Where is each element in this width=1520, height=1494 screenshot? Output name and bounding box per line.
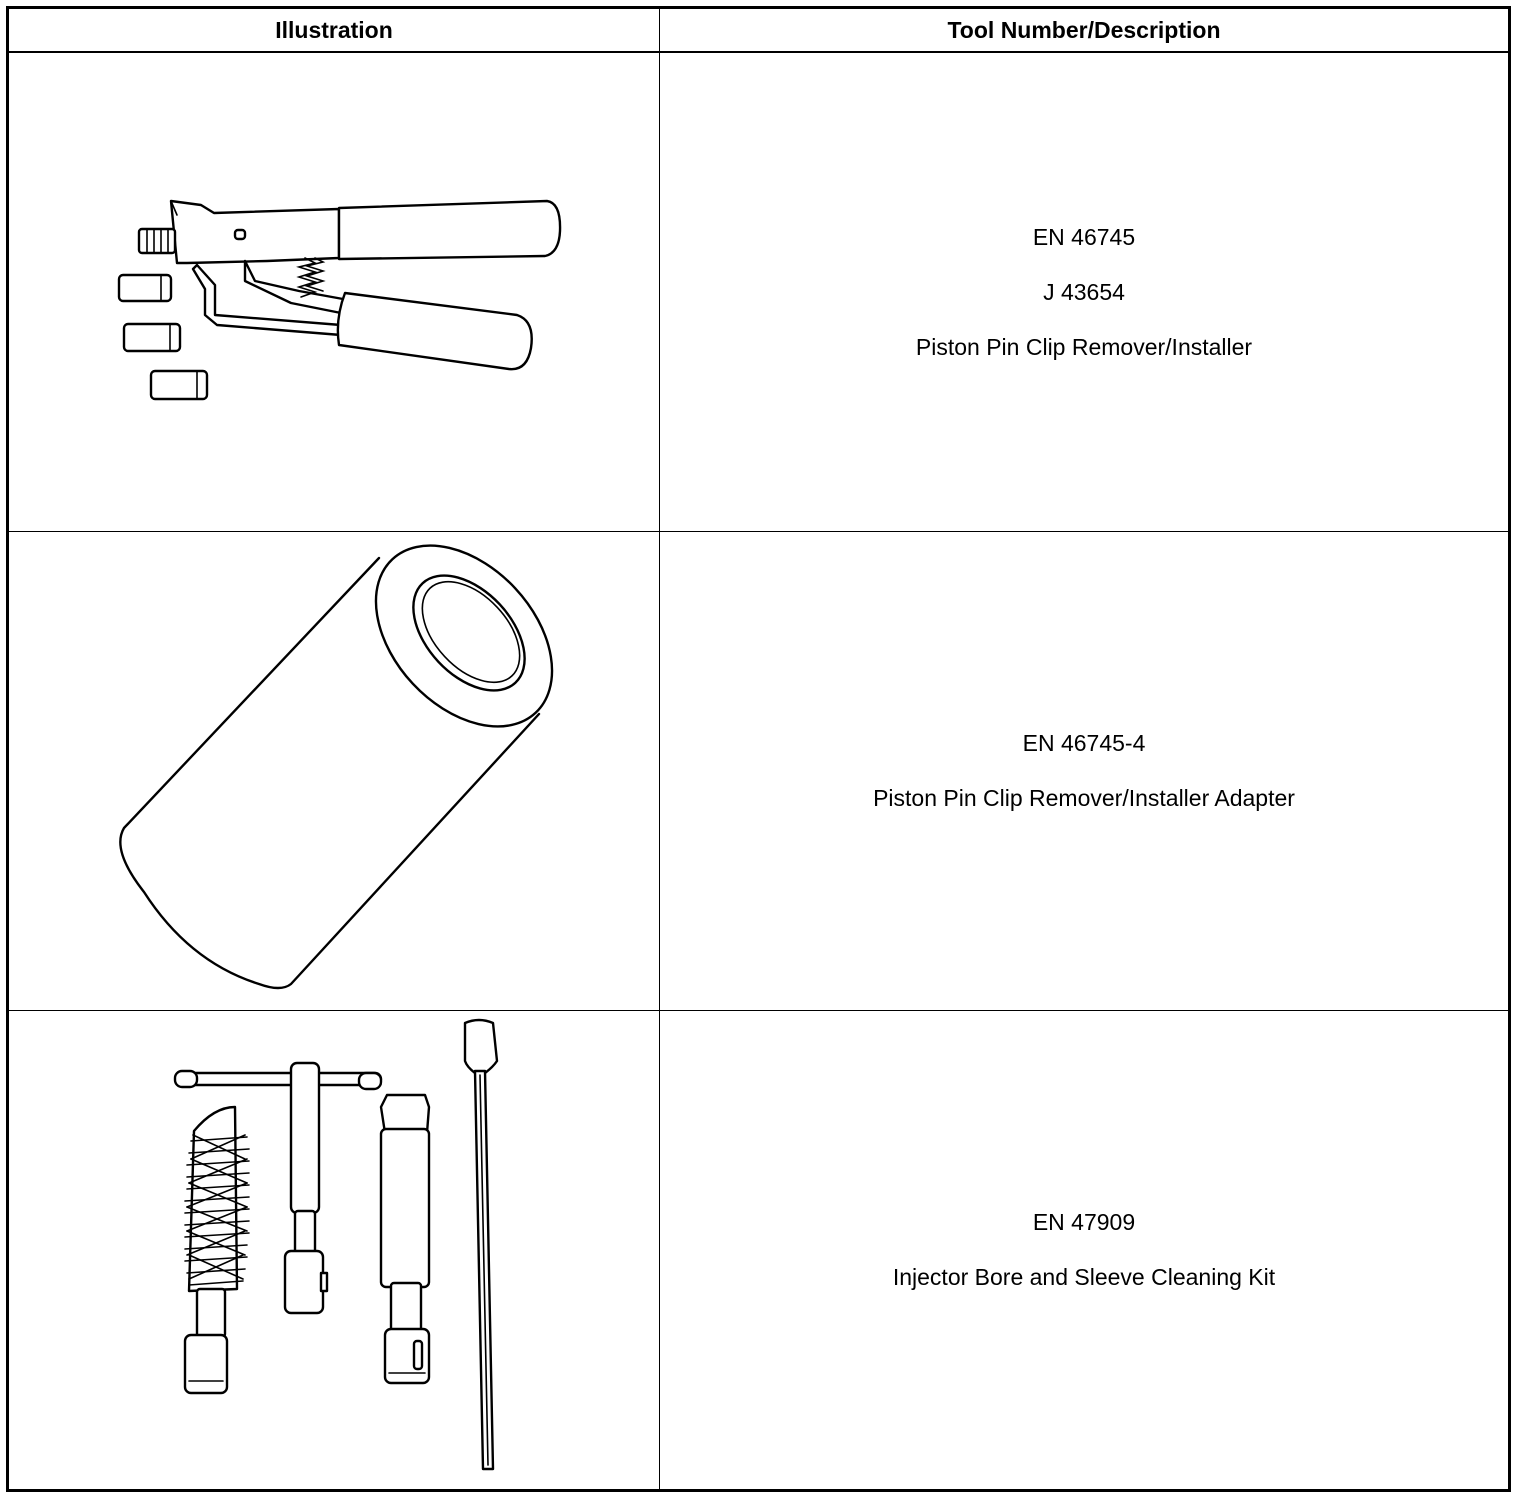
table-row [8,532,1510,1011]
piston-pin-clip-pliers-icon [9,53,659,531]
description-cell [660,1011,1510,1491]
header-row [8,8,1510,53]
table-row [8,52,1510,532]
illustration-cell [8,532,660,1011]
description-cell [660,532,1510,1011]
bore-cleaning-tool-icon [381,1095,429,1383]
special-tools-table [6,6,1511,1492]
description-header: Tool Number/Description [660,8,1510,53]
illustration-header: Illustration [8,8,660,53]
tool-description: Piston Pin Clip Remover/Installer Adapter [873,785,1295,811]
tool-number: EN 46745 [1032,223,1136,250]
adapter-sleeve-icon [119,275,171,301]
cleaning-kit-icon [9,1011,659,1489]
illustration-cell [8,1011,660,1491]
adapter-sleeve-icon [151,371,207,399]
description-cell [660,52,1510,532]
brush-icon [185,1107,249,1393]
tool-number: EN 46745-4 [1022,730,1146,756]
table-row [8,1011,1510,1491]
rod-tool-icon [465,1020,497,1469]
tool-description: Injector Bore and Sleeve Cleaning Kit [892,1264,1276,1290]
illustration-cell [8,52,660,532]
tool-number: EN 47909 [1032,1209,1136,1235]
cylinder-adapter-icon [9,532,659,1010]
tool-number-alt: J 43654 [1043,278,1125,305]
tool-description: Piston Pin Clip Remover/Installer [915,333,1253,360]
adapter-sleeve-icon [124,324,180,351]
